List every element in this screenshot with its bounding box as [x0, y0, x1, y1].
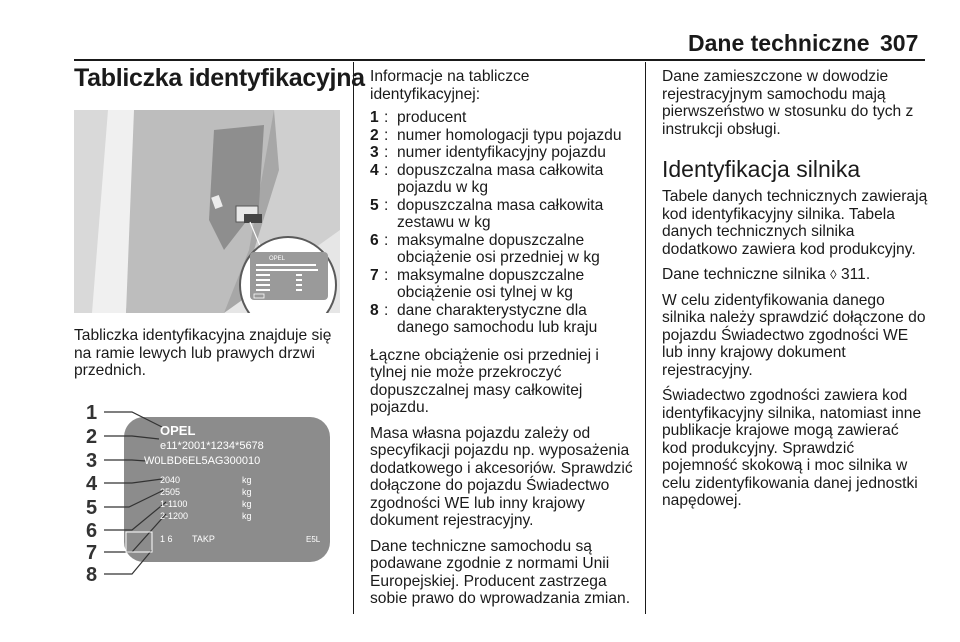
plate-mass-1: 2040 [160, 475, 181, 485]
door-frame-photo [74, 110, 340, 313]
callout-6: 6 [86, 520, 98, 542]
page-ref-link[interactable]: 311. [840, 266, 871, 283]
plate-mass-2: 2505 [160, 487, 181, 497]
column-divider-2 [645, 62, 646, 614]
item-text: maksymalne dopuszczalne obciążenie osi przedniej w kg [397, 231, 600, 266]
item-number: 2 [370, 126, 379, 144]
list-item: 7 : maksymalne dopuszczalne obciążenie osi tylnej w kg [370, 267, 638, 302]
list-intro: Informacje na tabliczce identyfikacyjnej: [370, 68, 530, 103]
plate-brand: OPEL [160, 423, 196, 438]
section-title: Tabliczka identyfikacyjna [74, 64, 365, 92]
list-item: 4 : dopuszczalna masa całkowita pojazdu w kg [370, 162, 638, 197]
curb-weight-paragraph: Masa własna pojazdu zależy od specyfikacji pojazdu np. wyposażenia dodatkowego i akcesoriów. Sprawdzić dołączone do pojazdu Świadectwo zgodności WE lub inny krajowy dokument rejestracyjny. [370, 424, 633, 529]
callout-5: 5 [86, 497, 98, 519]
item-text: dane charakterystyczne dla danego samochodu lub kraju [397, 301, 598, 336]
eu-standards-paragraph: Dane techniczne samochodu są podawane zgodnie z normami Unii Europejskiej. Producent zastrzega sobie prawo do wprowadzania zmian. [370, 537, 631, 607]
callout-2: 2 [86, 426, 98, 448]
callout-3: 3 [86, 450, 98, 472]
engine-tables-paragraph: Tabele danych technicznych zawierają kod identyfikacyjny silnika. Tabela danych technicznych silnika dodatkowo zawiera kod produkcyjny. [662, 188, 928, 258]
plate-info-list [370, 109, 638, 337]
plate-vin: W0LBD6EL5AG300010 [144, 455, 261, 467]
callout-4: 4 [86, 473, 98, 495]
list-item: 2 : numer homologacji typu pojazdu [370, 127, 638, 145]
callout-1: 1 [86, 402, 98, 424]
right-column [662, 68, 928, 518]
engine-check-paragraph: W celu zidentyfikowania danego silnika należy sprawdzić dołączone do pojazdu Świadectwo zgodności WE lub inny krajowy dokument rejestracyjny. [662, 291, 926, 379]
inset-brand: OPEL [269, 256, 286, 262]
item-number: 8 [370, 301, 379, 319]
list-item: 5 : dopuszczalna masa całkowita zestawu w kg [370, 197, 638, 232]
list-item: 3 : numer identyfikacyjny pojazdu [370, 144, 638, 162]
photo-caption: Tabliczka identyfikacyjna znajduje się na ramie lewych lub prawych drzwi przednich. [74, 327, 332, 379]
plate-bottom-code: TAKP [192, 534, 215, 544]
engine-id-heading: Identyfikacja silnika [662, 156, 861, 182]
registration-paragraph: Dane zamieszczone w dowodzie rejestracyjnym samochodu mają pierwszeństwo w stosunku do tych z instrukcji obsługi. [662, 68, 914, 138]
plate-mass-4: 2-1200 [160, 511, 189, 521]
item-text: dopuszczalna masa całkowita zestawu w kg [397, 196, 604, 231]
item-text: numer homologacji typu pojazdu [397, 126, 622, 144]
plate-homologation: e11*2001*1234*5678 [160, 440, 264, 452]
middle-column [370, 68, 638, 616]
plate-bottom-left: 1 6 [160, 534, 173, 544]
plate-unit-4: kg [242, 511, 252, 521]
plate-unit-3: kg [242, 499, 252, 509]
item-number: 5 [370, 196, 379, 214]
plate-mass-3: 1-1100 [160, 499, 188, 509]
item-number: 7 [370, 266, 379, 284]
page-ref-arrow-icon: ◊ [830, 267, 837, 282]
item-text: producent [397, 109, 467, 126]
plate-bottom-right: E5L [306, 535, 321, 544]
list-item: 1 : producent [370, 109, 638, 127]
item-number: 4 [370, 161, 379, 179]
plate-unit-1: kg [242, 475, 252, 485]
certificate-paragraph: Świadectwo zgodności zawiera kod identyfikacyjny silnika, natomiast inne publikacje krajowe mogą zawierać kod produkcyjny. Sprawdzić pojemność skokową i moc silnika w celu zidentyfikowania danej jednostki napędowej. [662, 387, 922, 509]
item-text: dopuszczalna masa całkowita pojazdu w kg [397, 161, 604, 196]
callout-8: 8 [86, 564, 98, 586]
engine-data-reference: Dane techniczne silnika ◊ 311. [662, 266, 871, 283]
item-number: 3 [370, 144, 379, 161]
item-number: 6 [370, 231, 379, 249]
column-divider-1 [353, 62, 354, 614]
id-plate-diagram [74, 392, 340, 600]
axle-load-paragraph: Łączne obciążenie osi przedniej i tylnej nie może przekroczyć dopuszczalnej masy całkowitej pojazdu. [370, 346, 599, 416]
item-text: maksymalne dopuszczalne obciążenie osi tylnej w kg [397, 266, 585, 301]
callout-7: 7 [86, 542, 98, 564]
page-number: 307 [880, 30, 919, 56]
item-text: numer identyfikacyjny pojazdu [397, 144, 606, 161]
list-item: 8 : dane charakterystyczne dla danego samochodu lub kraju [370, 302, 638, 337]
header-rule [74, 59, 925, 61]
header-title: Dane techniczne [688, 30, 870, 56]
list-item: 6 : maksymalne dopuszczalne obciążenie osi przedniej w kg [370, 232, 638, 267]
item-number: 1 [370, 109, 379, 126]
plate-unit-2: kg [242, 487, 252, 497]
